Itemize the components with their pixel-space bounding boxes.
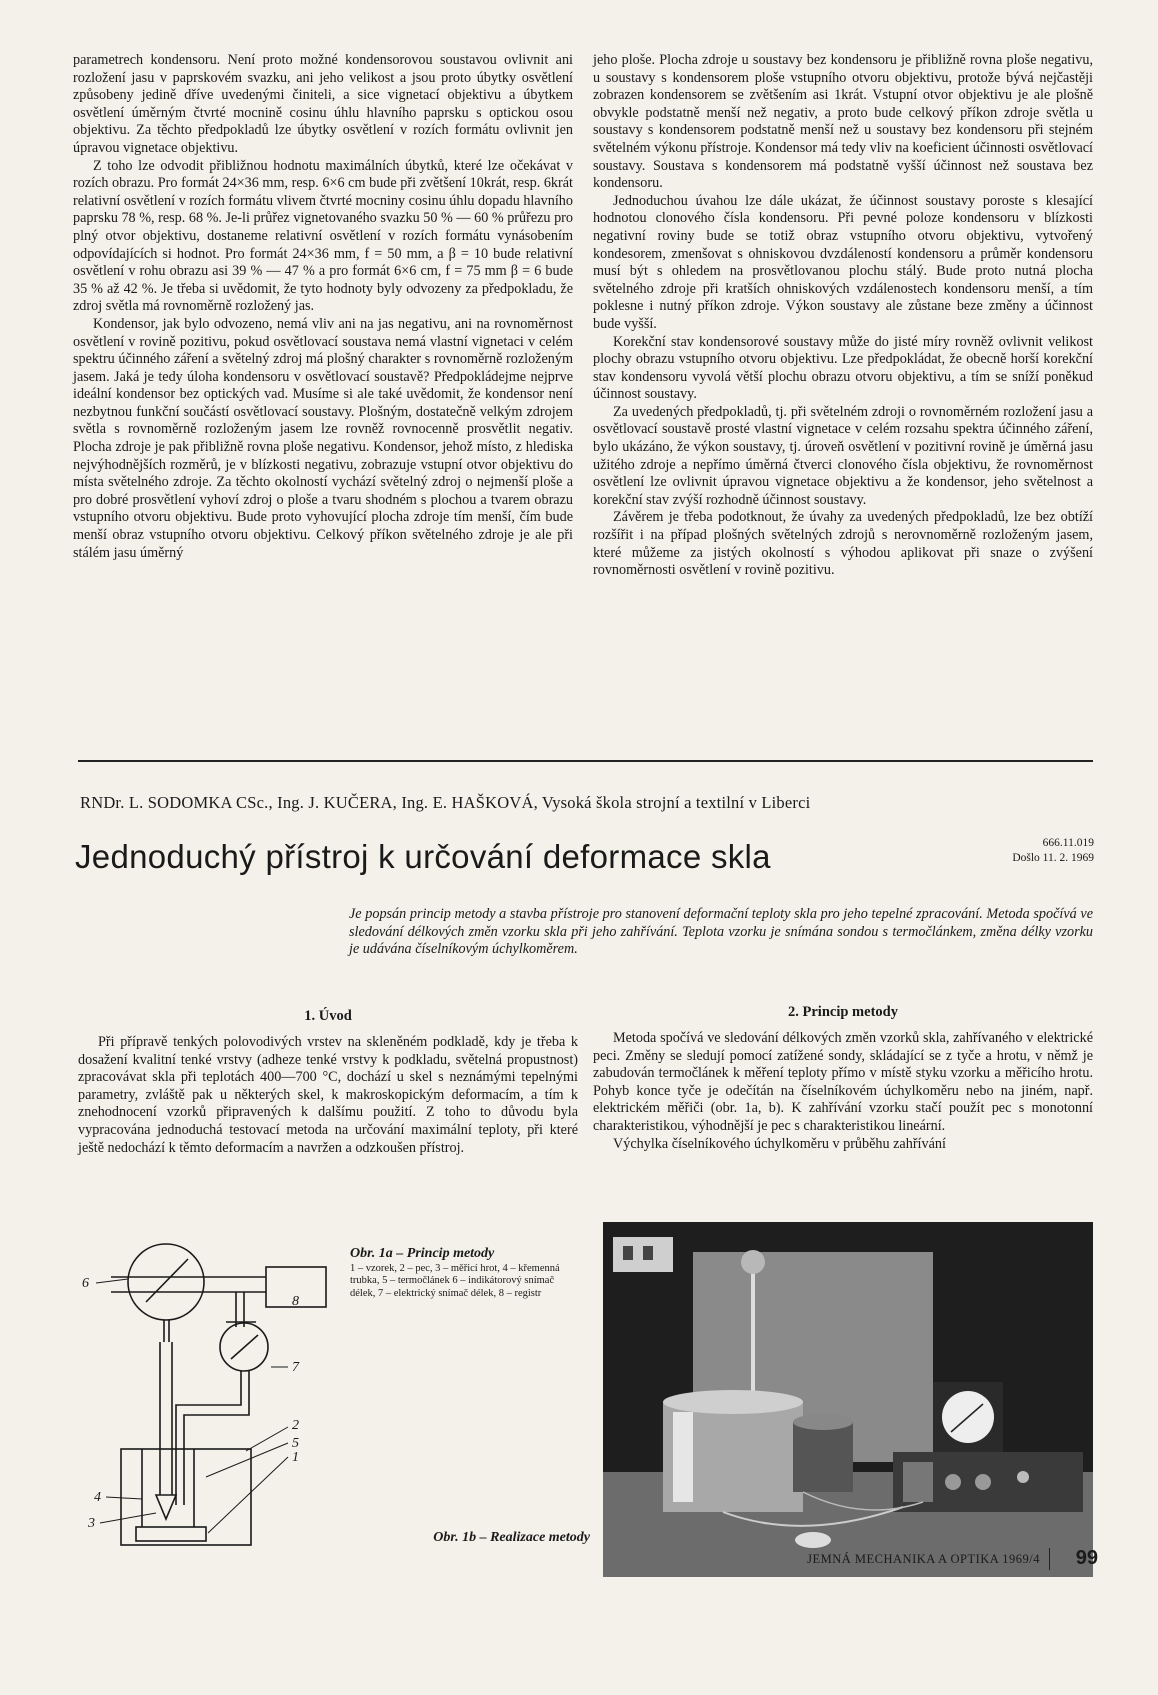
paragraph: Jednoduchou úvahou lze dále ukázat, že účinnost soustavy poroste s klesající hodnotou clonového čísla kondensoru. Při pevné poloze kondensoru v blízkosti negativní roviny bude se totiž obraz vstupního otvoru objektivu, vytvořený kondesorem, zmenšovat s ohniskovou dvzdáleností kondensoru a průměr kondensoru musí být s ohledem na prosvětlovanou plochu stálý. Bude proto nutná plocha světelného zdroje při kratších ohniskových vzdálenostech kondensoru menší, a tím poklesne i nutný příkon zdroje. Výkon soustavy ale zůstane beze změny a účinnost bude vyšší. bbox=[593, 192, 1093, 332]
paragraph: jeho ploše. Plocha zdroje u soustavy bez kondensoru je přibližně rovna ploše negativu, u soustavy s kondensorem ploše vstupního otvoru objektivu, protože bývá nejčastěji zobrazen kondensorem se zvětšením asi 1krát. Vstupní otvor objektivu je ale plošně obvykle podstatně menší než negativ, a proto bude celkový příkon zdroje světla u soustavy s kondensorem podstatně menší než u soustavy bez kondensoru při stejném světelném výkonu přístroje. Kondensor má tedy vliv na koeficient účinnosti osvětlovací soustavy. Soustava s kondensorem má podstatně vyšší účinnost než soustava bez kondensoru. bbox=[593, 52, 1093, 192]
label-2: 2 bbox=[292, 1418, 299, 1433]
label-1: 1 bbox=[292, 1450, 299, 1465]
label-5: 5 bbox=[292, 1436, 299, 1451]
label-6: 6 bbox=[82, 1276, 89, 1291]
figure-1a-caption bbox=[350, 1248, 575, 1300]
section-heading-principle: 2. Princip metody bbox=[788, 1004, 898, 1020]
paragraph: Korekční stav kondensorové soustavy může do jisté míry rovněž ovlivnit velikost plochy obrazu vstupního otvoru objektivu. Lze předpokládat, že obecně horší korekční stav kondensoru vyvolá větší plochu obrazu otvoru objektivu, a tím se sníží poněkud účinnost soustavy. bbox=[593, 333, 1093, 403]
figure-1b-caption: Obr. 1b – Realizace metody bbox=[433, 1530, 590, 1545]
section-heading-intro: 1. Úvod bbox=[304, 1008, 352, 1024]
article-abstract bbox=[349, 906, 1093, 959]
figure-1a-title: Obr. 1a – Princip metody bbox=[350, 1246, 495, 1261]
top-right-column bbox=[593, 52, 1093, 580]
paragraph: Výchylka číselníkového úchylkoměru v průběhu zahřívání bbox=[613, 1135, 946, 1152]
top-left-column bbox=[73, 52, 573, 562]
principle-diagram bbox=[76, 1237, 336, 1557]
paragraph: Za uvedených předpokladů, tj. při světelném zdroji o rovnoměrném rozložení jasu a osvětlovací soustavě prosté vlastní vignetace v celém rozsahu spektra účinného záření, bylo ukázáno, že výkon soustavy, tj. úroveň osvětlení v pozitivní rovině je úměrná jasu užitého zdroje a nepřímo úměrná čtverci clonového čísla objektivu, že rovnoměrnost osvětlení lze ovlivnit úpravou vignetace objektivu a že kondensor, jeho světelnost a korekční stav zvýší rozhodně účinnost soustavy. bbox=[593, 403, 1093, 508]
label-4: 4 bbox=[94, 1490, 101, 1505]
paragraph: Metoda spočívá ve sledování délkových změn vzorků skla, zahřívaného v elektrické peci. Změny se sledují pomocí zatížené sondy, skládající se z tyče a hrotu, v němž je zabudován termočlánek k měření teploty přímo v místě styku vzorku a měřicího hrotu. Pohyb konce tyče je odečítán na číselníkovém úchylkoměru nebo na jiném, např. elektrickém měřiči (obr. 1a, b). K zahřívání vzorku stačí použít pec s monotonní charakteristikou, výhodnější je pec s charakteristikou lineární. bbox=[593, 1030, 1093, 1134]
footer-divider bbox=[1049, 1548, 1051, 1570]
article-title: Jednoduchý přístroj k určování deformace skla bbox=[75, 838, 771, 875]
principle-column bbox=[593, 1030, 1093, 1153]
sample bbox=[136, 1527, 206, 1541]
journal-name: JEMNÁ MECHANIKA A OPTIKA 1969/4 bbox=[807, 1552, 1040, 1566]
page-number: 99 bbox=[1075, 1547, 1098, 1569]
article-meta bbox=[1012, 836, 1094, 866]
article-authors: RNDr. L. SODOMKA CSc., Ing. J. KUČERA, Ing. E. HAŠKOVÁ, Vysoká škola strojní a textilní v Liberci bbox=[80, 793, 811, 812]
apparatus-photo bbox=[603, 1222, 1093, 1577]
page-footer bbox=[790, 1548, 1100, 1574]
received-date: Došlo 11. 2. 1969 bbox=[1012, 852, 1094, 864]
paragraph: Při přípravě tenkých polovodivých vrstev na skleněném podkladě, kdy je třeba k dosažení kvalitní tenké vrstvy (adheze tenké vrstvy k podkladu, světelná propustnost) zpracovávat skla při teplotách 400—700 °C, dochází u skel s neznámými tepelnými parametry, zvláště pak u některých skel, k makroskopickým deformacím, a tím k znehodnocení vzorků připravených k dalšímu použití. Z toho to důvodu byla vypracována jednoduchá testovací metoda na určování maximální teploty, při které ještě nedochází k těmto deformacím a navržen a odzkoušen přístroj. bbox=[78, 1034, 578, 1156]
paragraph: parametrech kondensoru. Není proto možné kondensorovou soustavou ovlivnit ani rozložení jasu v paprskovém svazku, ani jeho velikost a jsou proto úbytky osvětlení způsobeny jedině dříve uvedenými činiteli, a sice vignetací objektivu a úbytkem osvětlení úměrným čtvrté mocnině cosinu úhlu hlavního paprsku s optickou osou objektivu. Za těchto předpokladů lze úbytky osvětlení v rozích formátu ovlivnit jen úpravou vignetace objektivu. bbox=[73, 52, 573, 156]
label-7: 7 bbox=[292, 1360, 299, 1375]
label-8: 8 bbox=[292, 1294, 299, 1309]
furnace bbox=[121, 1449, 251, 1545]
abstract-text: Je popsán princip metody a stavba přístroje pro stanovení deformační teploty skla pro jeho tepelné zpracování. Metoda spočívá ve sledování délkových změn vzorku skla při jeho zahřívání. Teplota vzorku je snímána sondou s termočlánkem, změna délky vzorku je udávána číselníkovým úchylkoměrem. bbox=[349, 906, 1093, 958]
paragraph: Z toho lze odvodit přibližnou hodnotu maximálních úbytků, které lze očekávat v rozích obrazu. Pro formát 24×36 mm, resp. 6×6 cm bude při zvětšení 10krát, resp. 6krát relativní osvětlení v rozích formátu vlivem čtvrté mocniny cosinu úhlu dopadu hlavního paprsku 78 %, resp. 68 %. Je-li průřez vignetovaného svazku 50 % — 60 % průřezu pro plný otvor objektivu, dostaneme relativní osvětlení v rozích formátu vynásobením odpovídajících si hodnot. Pro formát 24×36 mm, f = 50 mm, a β = 10 bude relativní osvětlení v rohu obrazu asi 39 % — 47 % a pro formát 6×6 cm, f = 75 mm β = 6 bude 35 % až 42 %. Je třeba si uvědomit, že tyto hodnoty byly odvozeny za předpokladu, že zdroj světla má rovnoměrně rozložený jas. bbox=[73, 157, 573, 315]
label-3: 3 bbox=[88, 1516, 95, 1531]
paragraph: Kondensor, jak bylo odvozeno, nemá vliv ani na jas negativu, ani na rovnoměrnost osvětlení v rovině pozitivu, pokud osvětlovací soustava nemá vlastní vignetaci v celém spektru účinného záření a světelný zdroj má plošný charakter s rovnoměrně rozloženým jasem. Jaká je tedy úloha kondensoru v osvětlovací soustavě? Předpokládejme nejprve ideální kondensor bez optických vad. Musíme si ale také uvědomit, že kondensor není nezbytnou funkční součástí osvětlovací soustavy. Plošným, dostatečně velkým zdrojem světla s rovnoměrně rozloženým jasem lze rovněž rovnocenně prosvětlit negativ. Plocha zdroje je pak přibližně rovna ploše negativu. Kondensor, jehož místo, z hlediska nejvýhodnějších rozměrů, je v blízkosti negativu, zobrazuje vstupní otvor objektivu do místa světelného zdroje. Za těchto okolností vychází světelný zdroj o nejmenší ploše a pro dobré prosvětlení vyhoví zdroj o ploše a tvaru shodném s plochou a tvarem obrazu vstupního otvoru objektivu. Bude proto vyhovující plocha zdroje tím menší, čím bude menší obraz vstupního otvoru objektivu. Celkový příkon světelného zdroje je ale při stálém jasu úměrný bbox=[73, 315, 573, 561]
paragraph: Závěrem je třeba podotknout, že úvahy za uvedených předpokladů, lze bez obtíží rozšířit i na případ plošných světelných zdrojů s nerovnoměrně rozloženým jasem, které můžeme za jistých okolností s výhodou aplikovat při snaze o zvýšení rovnoměrnosti osvětlení v rovině pozitivu. bbox=[593, 509, 1093, 579]
udc-code: 666.11.019 bbox=[1042, 837, 1094, 849]
intro-column bbox=[78, 1034, 578, 1157]
section-divider bbox=[78, 760, 1093, 762]
figure-1a-legend: 1 – vzorek, 2 – pec, 3 – měřicí hrot, 4 – křemenná trubka, 5 – termočlánek 6 – indikátorový snímač délek, 7 – elektrický snímač délek, 8 – registr bbox=[350, 1262, 560, 1299]
